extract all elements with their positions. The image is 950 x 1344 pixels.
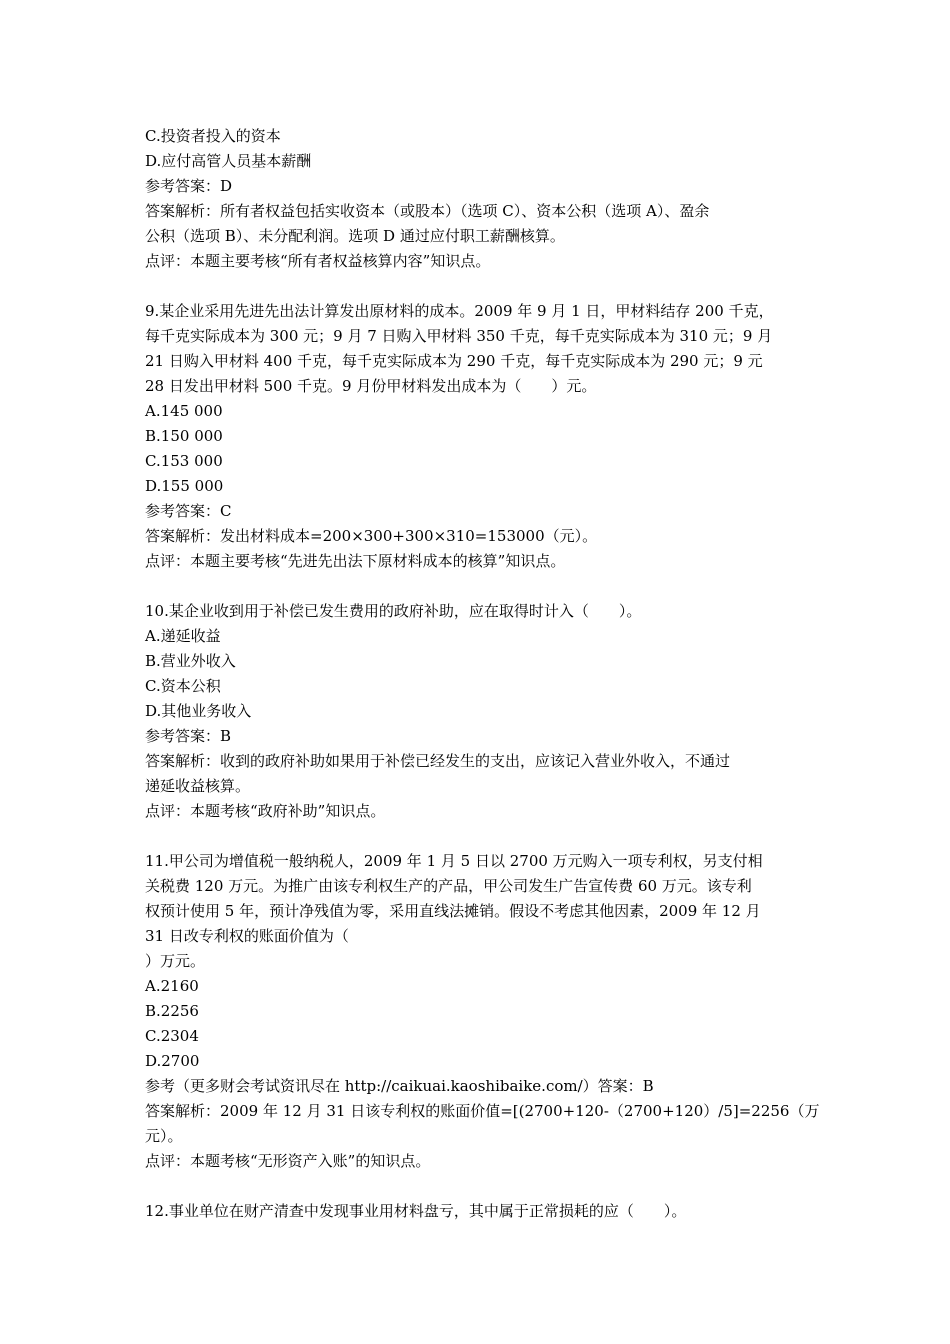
question-text: 11.甲公司为增值税一般纳税人，2009 年 1 月 5 日以 2700 万元购入一项专利权，另支付相 (145, 852, 763, 870)
comment: 点评：本题主要考核“先进先出法下原材料成本的核算”知识点。 (145, 552, 566, 570)
question-text: 9.某企业采用先进先出法计算发出原材料的成本。2009 年 9 月 1 日，甲材料结存 200 千克， (145, 302, 774, 320)
question-12 (145, 1199, 815, 1224)
reference-answer: 参考答案：C (145, 502, 232, 520)
comment: 点评：本题考核“无形资产入账”的知识点。 (145, 1152, 431, 1170)
comment: 点评：本题主要考核“所有者权益核算内容”知识点。 (145, 252, 491, 270)
question-text-cont: 每千克实际成本为 300 元；9 月 7 日购入甲材料 350 千克，每千克实际成本为 310 元；9 月 (145, 327, 773, 345)
comment: 点评：本题考核“政府补助”知识点。 (145, 802, 386, 820)
question-text-cont: 28 日发出甲材料 500 千克。9 月份甲材料发出成本为（ ）元。 (145, 377, 597, 395)
option-b: B.2256 (145, 1002, 199, 1020)
reference-answer: 参考答案：D (145, 177, 233, 195)
document-page (145, 124, 820, 1224)
option-b: B.150 000 (145, 427, 223, 445)
answer-explanation: 答案解析：所有者权益包括实收资本（或股本）（选项 C）、资本公积（选项 A）、盈余 (145, 202, 710, 220)
question-9 (145, 299, 815, 574)
question-text: 12.事业单位在财产清查中发现事业用材料盘亏，其中属于正常损耗的应（ ）。 (145, 1202, 687, 1220)
reference-answer: 参考答案：B (145, 727, 232, 745)
option-b: B.营业外收入 (145, 652, 236, 670)
answer-explanation-cont: 公积（选项 B）、未分配利润。选项 D 通过应付职工薪酬核算。 (145, 227, 565, 245)
question-8-tail (145, 124, 815, 274)
option-d: D.2700 (145, 1052, 200, 1070)
question-text-cont: 31 日改专利权的账面价值为（ (145, 927, 349, 945)
option-c: C.153 000 (145, 452, 223, 470)
option-a: A.145 000 (145, 402, 223, 420)
answer-explanation-cont: 递延收益核算。 (145, 777, 251, 795)
option-a: A.递延收益 (145, 627, 221, 645)
question-text-cont: ）万元。 (145, 952, 206, 970)
option-c: C.2304 (145, 1027, 199, 1045)
answer-explanation-cont: 元）。 (145, 1127, 183, 1145)
reference-answer: 参考（更多财会考试资讯尽在 http://caikuai.kaoshibaike.com/）答案：B (145, 1077, 654, 1095)
option-d: D.其他业务收入 (145, 702, 252, 720)
option-c: C.投资者投入的资本 (145, 127, 281, 145)
option-d: D.155 000 (145, 477, 224, 495)
question-text-cont: 21 日购入甲材料 400 千克，每千克实际成本为 290 千克，每千克实际成本为 290 元；9 元 (145, 352, 763, 370)
question-text: 10.某企业收到用于补偿已发生费用的政府补助，应在取得时计入（ ）。 (145, 602, 642, 620)
answer-explanation: 答案解析：2009 年 12 月 31 日该专利权的账面价值=[(2700+120-（2700+120）/5]=2256（万 (145, 1102, 820, 1120)
spacer (145, 824, 815, 849)
spacer (145, 1174, 815, 1199)
question-text-cont: 关税费 120 万元。为推广由该专利权生产的产品，甲公司发生广告宣传费 60 万元。该专利 (145, 877, 752, 895)
option-a: A.2160 (145, 977, 199, 995)
answer-explanation: 答案解析：收到的政府补助如果用于补偿已经发生的支出，应该记入营业外收入，不通过 (145, 752, 731, 770)
spacer (145, 274, 815, 299)
option-c: C.资本公积 (145, 677, 221, 695)
answer-explanation: 答案解析：发出材料成本=200×300+300×310=153000（元）。 (145, 527, 598, 545)
option-d: D.应付高管人员基本薪酬 (145, 152, 312, 170)
question-10 (145, 599, 815, 824)
question-11 (145, 849, 820, 1174)
spacer (145, 574, 815, 599)
question-text-cont: 权预计使用 5 年，预计净残值为零，采用直线法摊销。假设不考虑其他因素，2009 年 12 月 (145, 902, 761, 920)
